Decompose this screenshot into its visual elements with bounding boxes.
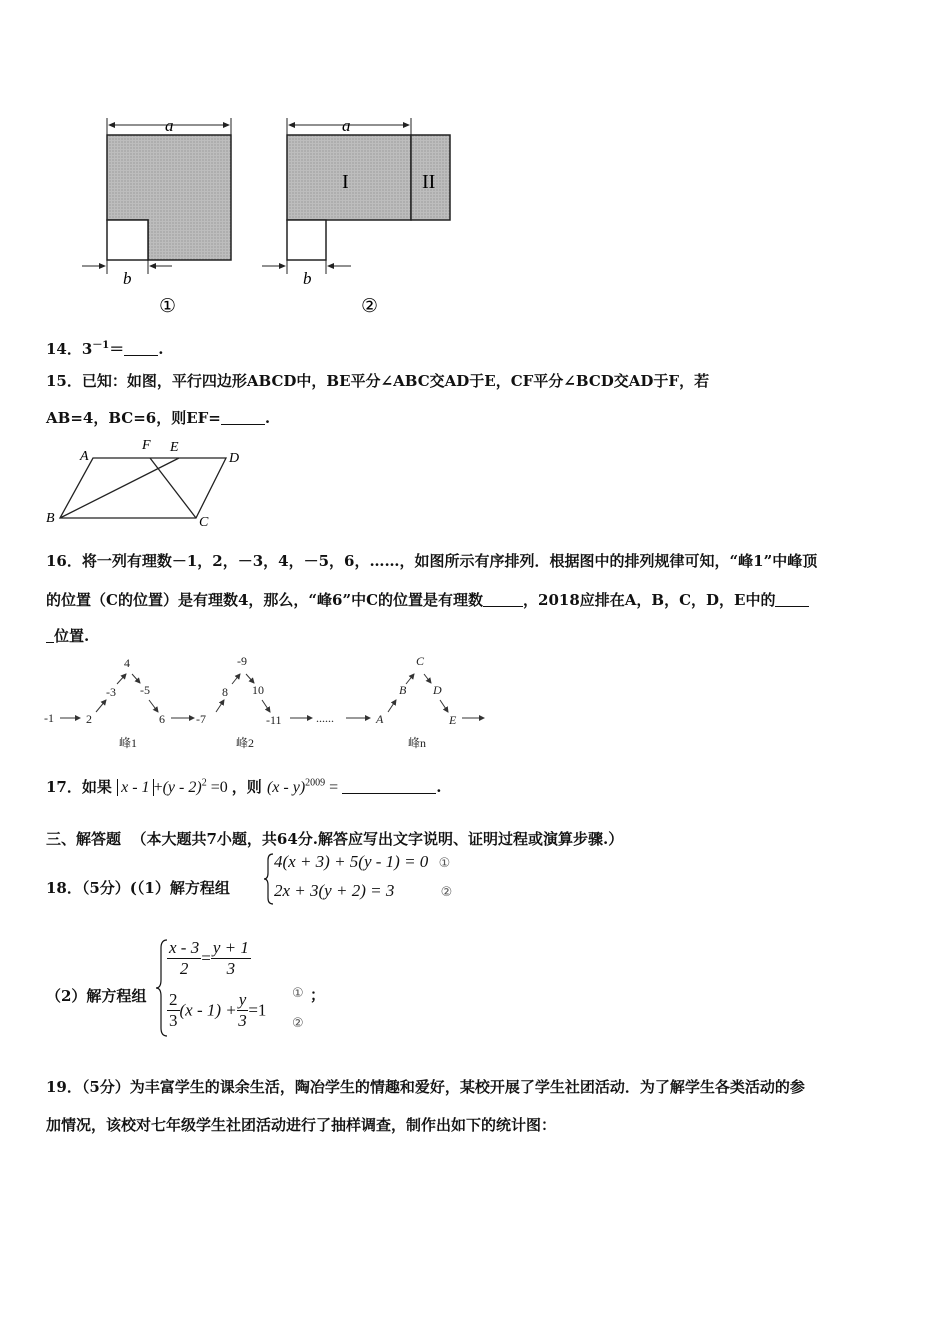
fig16-v3: -3 (106, 685, 116, 699)
question-16-line1: 16．将一列有理数－1，2，－3，4，－5，6，……，如图所示有序排列．根据图中的排列规律可知，“峰1”中峰顶 (46, 552, 818, 570)
figure-16-peaks (44, 652, 494, 752)
fig15-label-D: D (229, 451, 240, 466)
q17-pow-expr: (x - y) (266, 779, 306, 796)
fig16-v11: -11 (266, 713, 282, 727)
q18-g-mid: (x - 1) + (179, 1000, 237, 1020)
q15-line2-suffix: . (264, 409, 271, 427)
q18-f1-den: 2 (179, 959, 189, 978)
q18-g-eq: =1 (248, 1000, 267, 1020)
q18-eq1-tag: ① (438, 856, 451, 871)
q18-eq2-tag: ② (440, 885, 453, 900)
fig16-v8: 8 (222, 685, 228, 699)
q18-frac-x (167, 938, 201, 979)
question-16-line2 (46, 589, 809, 610)
q14-number: 14． (46, 340, 82, 358)
section-3-title: 三、解答题 (46, 830, 122, 848)
q18-tag1: ① (292, 986, 304, 1001)
q17-answer-blank[interactable] (342, 779, 436, 794)
q18-frac-g (167, 990, 180, 1031)
q17-if: 如果 (81, 778, 112, 796)
q15-answer-blank[interactable] (221, 410, 265, 425)
q16-line2-b: ，2018应排在A，B，C，D，E中的 (523, 591, 776, 609)
fig2-region-2: II (422, 171, 436, 193)
q17-end: . (436, 778, 442, 796)
q18-eq2 (274, 881, 452, 901)
q18-f1-num: x - 3 (169, 938, 200, 957)
question-15-line2 (46, 407, 270, 428)
figure-13-1 (82, 116, 231, 317)
q14-end: . (158, 340, 164, 358)
fig2-region-1: I (342, 171, 349, 193)
q18-eq2-text: 2x + 3(y + 2) = 3 (274, 881, 395, 900)
q18-h-num: y (238, 990, 247, 1009)
fig15-label-B: B (46, 511, 55, 526)
fig16-v2: 2 (86, 712, 92, 726)
fig15-label-A: A (80, 449, 89, 464)
figure-13 (70, 108, 470, 323)
q18-tag2: ② (292, 1016, 304, 1031)
q16-line2-a: 的位置（C的位置）是有理数4，那么，“峰6”中C的位置是有理数 (46, 591, 484, 609)
q17-plus: + (153, 779, 163, 796)
fig15-label-E: E (170, 440, 179, 455)
q18-h-den: 3 (238, 1011, 247, 1030)
q16-answer-blank-2a[interactable] (775, 592, 809, 607)
q18-part2-prefix: （2）解方程组 (46, 987, 147, 1005)
fig16-peakn-label: 峰n (408, 736, 427, 750)
fig1-caption: ① (159, 296, 177, 317)
q17-sq-exp: 2 (201, 777, 207, 789)
q18-f2-den: 3 (226, 959, 236, 978)
fig16-peak2-label: 峰2 (236, 736, 255, 750)
question-19-line2: 加情况，该校对七年级学生社团活动进行了抽样调查，制作出如下的统计图： (46, 1116, 557, 1134)
q16-answer-blank-1[interactable] (483, 592, 523, 607)
figure-13-2 (262, 116, 450, 317)
section-3-heading (46, 828, 623, 849)
q18-end: ； (310, 986, 326, 1004)
q18-eq1 (274, 852, 450, 872)
fig16-v4: 4 (124, 656, 130, 670)
section-3-note: （本大题共7小题，共64分.解答应写出文字说明、证明过程或演算步骤.） (131, 830, 624, 848)
fig16-B: B (399, 683, 407, 697)
figure-15-parallelogram (44, 436, 249, 532)
fig16-A: A (376, 712, 384, 726)
q14-equals: ＝ (109, 340, 125, 358)
q17-then: ，则 (231, 778, 262, 796)
fig2-label-a: a (342, 116, 351, 135)
question-16-line3 (46, 625, 89, 646)
q18-g-num: 2 (169, 990, 178, 1009)
fig16-v7: -7 (196, 712, 206, 726)
fig16-D: D (433, 683, 442, 697)
q18-second-eq (167, 990, 266, 1031)
fig2-caption: ② (361, 296, 379, 317)
fig16-dots: ...... (316, 711, 334, 725)
question-15-line1: 15．已知：如图，平行四边形ABCD中，BE平分∠ABC交AD于E，CF平分∠BCD交AD于F，若 (46, 372, 710, 390)
fig16-peak1-label: 峰1 (119, 736, 138, 750)
fig16-start: -1 (44, 711, 54, 725)
q18-frac-eq (167, 938, 251, 979)
q17-pow-exp: 2009 (305, 777, 326, 789)
fig16-C: C (416, 654, 425, 668)
fig16-v5: -5 (140, 683, 150, 697)
fig16-v9: -9 (237, 654, 247, 668)
question-17 (46, 776, 441, 797)
q14-base: 3 (81, 340, 93, 358)
fig2-label-b: b (303, 269, 312, 288)
q16-answer-blank-2b[interactable] (46, 628, 54, 643)
q17-eq0: =0 (210, 779, 228, 796)
q17-abs-expr: x - 1 (117, 779, 153, 796)
fig16-v6: 6 (159, 712, 165, 726)
q18-eq1-text: 4(x + 3) + 5(y - 1) = 0 (274, 852, 429, 871)
q18-f1-eq: = (201, 948, 211, 968)
fig16-v10: 10 (252, 683, 264, 697)
q17-number: 17． (46, 778, 82, 796)
question-19-line1: 19．（5分）为丰富学生的课余生活，陶冶学生的情趣和爱好，某校开展了学生社团活动．为了解学生各类活动的参 (46, 1078, 805, 1096)
q18-g-den: 3 (169, 1011, 178, 1030)
fig1-label-a: a (165, 116, 174, 135)
fig1-label-b: b (123, 269, 132, 288)
q17-sq-expr: (y - 2) (162, 779, 202, 796)
q14-exponent: －1 (92, 340, 110, 351)
q18-frac-h (237, 990, 249, 1031)
q14-answer-blank[interactable] (124, 341, 158, 356)
fig15-label-F: F (142, 438, 151, 453)
q15-line2-prefix: AB=4，BC=6，则EF= (46, 409, 221, 427)
q18-part1-prefix: 18．（5分）(（1）解方程组 (46, 879, 230, 897)
q18-frac-y (211, 938, 251, 979)
q18-f2-num: y + 1 (212, 938, 249, 957)
fig16-E: E (449, 713, 457, 727)
q17-eq: = (329, 779, 339, 796)
question-14 (46, 336, 164, 359)
q16-line3-suffix: 位置. (54, 627, 90, 645)
fig15-label-C: C (199, 515, 209, 530)
